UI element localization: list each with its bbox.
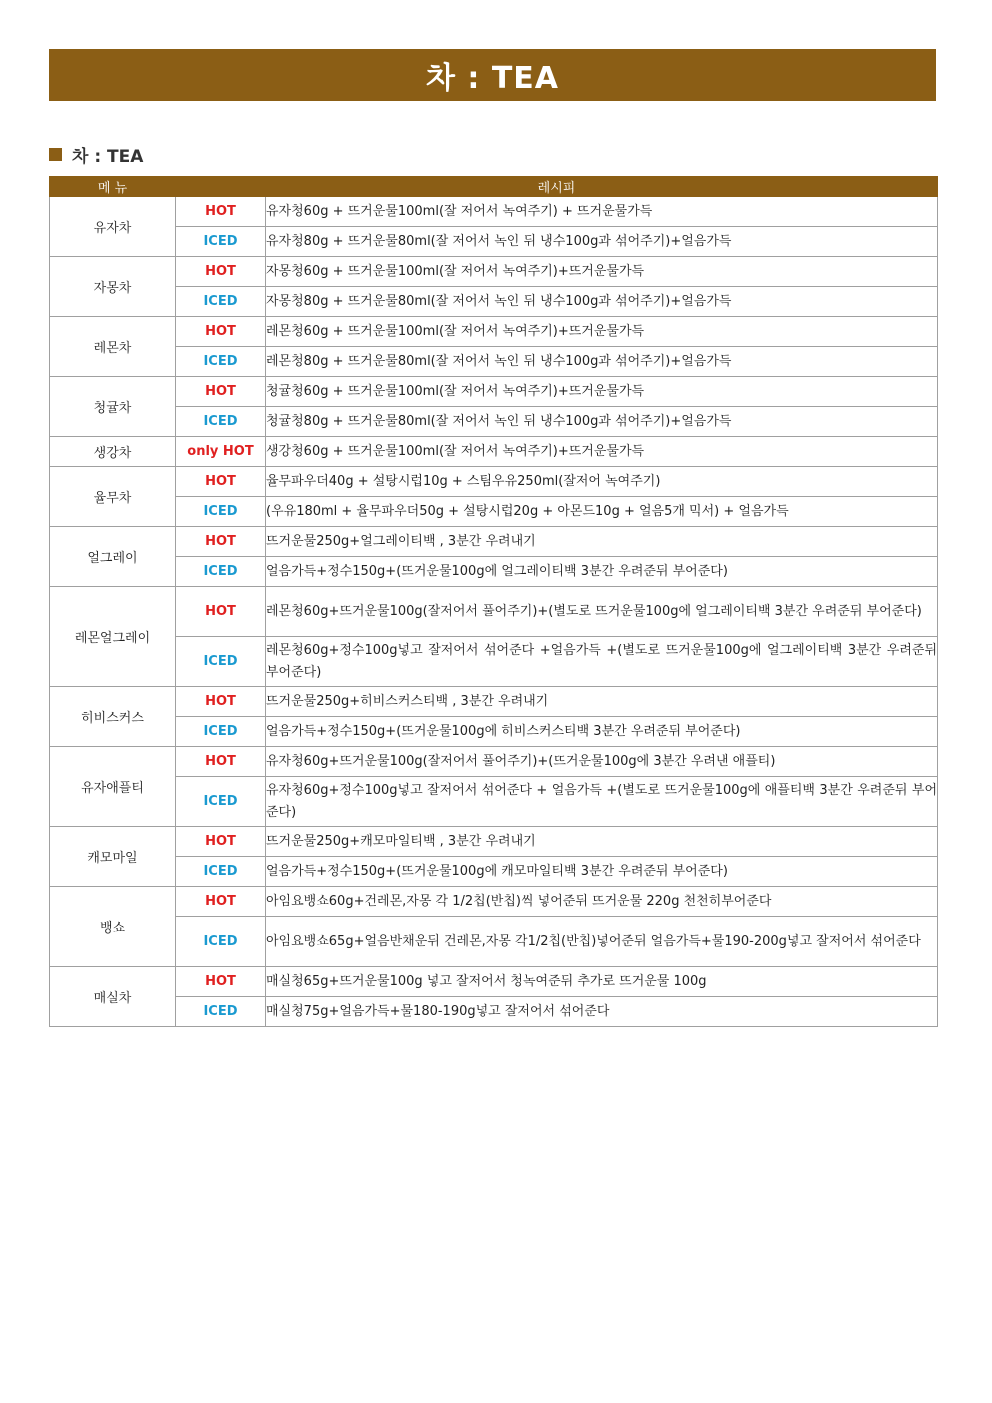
hot-label: HOT bbox=[176, 197, 266, 227]
iced-label: ICED bbox=[176, 497, 266, 527]
menu-name-cell: 유자차 bbox=[50, 197, 176, 257]
table-row bbox=[50, 497, 938, 527]
hot-label: HOT bbox=[176, 887, 266, 917]
recipe-cell: 자몽청80g + 뜨거운물80ml(잘 저어서 녹인 뒤 냉수100g과 섞어주기)+얼음가득 bbox=[266, 287, 938, 317]
square-bullet-icon bbox=[49, 148, 62, 161]
iced-label: ICED bbox=[176, 287, 266, 317]
menu-name-cell: 생강차 bbox=[50, 437, 176, 467]
recipe-cell: 유자청60g+뜨거운물100g(잘저어서 풀어주기)+(뜨거운물100g에 3분간 우려낸 애플티) bbox=[266, 747, 938, 777]
table-body bbox=[50, 197, 938, 1027]
iced-label: ICED bbox=[176, 777, 266, 827]
iced-label: ICED bbox=[176, 347, 266, 377]
iced-label: ICED bbox=[176, 227, 266, 257]
recipe-cell: 뜨거운물250g+히비스커스티백 , 3분간 우려내기 bbox=[266, 687, 938, 717]
recipe-cell: 유자청60g + 뜨거운물100ml(잘 저어서 녹여주기) + 뜨거운물가득 bbox=[266, 197, 938, 227]
recipe-cell: 아임요뱅쇼60g+건레몬,자몽 각 1/2칩(반칩)씩 넣어준뒤 뜨거운물 220g 천천히부어준다 bbox=[266, 887, 938, 917]
menu-name-cell: 히비스커스 bbox=[50, 687, 176, 747]
recipe-cell: 뜨거운물250g+캐모마일티백 , 3분간 우려내기 bbox=[266, 827, 938, 857]
table-row bbox=[50, 257, 938, 287]
recipe-cell: 레몬청60g+뜨거운물100g(잘저어서 풀어주기)+(별도로 뜨거운물100g에 얼그레이티백 3분간 우려준뒤 부어준다) bbox=[266, 587, 938, 637]
hot-label: HOT bbox=[176, 967, 266, 997]
recipe-cell: 레몬청80g + 뜨거운물80ml(잘 저어서 녹인 뒤 냉수100g과 섞어주기)+얼음가득 bbox=[266, 347, 938, 377]
recipe-cell: 매실청75g+얼음가득+물180-190g넣고 잘저어서 섞어준다 bbox=[266, 997, 938, 1027]
menu-name-cell: 얼그레이 bbox=[50, 527, 176, 587]
hot-label: HOT bbox=[176, 257, 266, 287]
iced-label: ICED bbox=[176, 637, 266, 687]
recipe-cell: 레몬청60g + 뜨거운물100ml(잘 저어서 녹여주기)+뜨거운물가득 bbox=[266, 317, 938, 347]
table-row bbox=[50, 997, 938, 1027]
hot-label: HOT bbox=[176, 317, 266, 347]
hot-label: HOT bbox=[176, 587, 266, 637]
section-heading bbox=[49, 142, 143, 167]
recipe-column-header: 레시피 bbox=[176, 177, 938, 197]
menu-name-cell: 레몬차 bbox=[50, 317, 176, 377]
menu-name-cell: 유자애플티 bbox=[50, 747, 176, 827]
recipe-cell: 얼음가득+정수150g+(뜨거운물100g에 얼그레이티백 3분간 우려준뒤 부어준다) bbox=[266, 557, 938, 587]
tea-recipe-table bbox=[49, 176, 938, 1027]
recipe-cell: 얼음가득+정수150g+(뜨거운물100g에 히비스커스티백 3분간 우려준뒤 부어준다) bbox=[266, 717, 938, 747]
hot-label: HOT bbox=[176, 527, 266, 557]
hot-label: HOT bbox=[176, 687, 266, 717]
table-row bbox=[50, 227, 938, 257]
hot-label: HOT bbox=[176, 747, 266, 777]
recipe-cell: 청귤청80g + 뜨거운물80ml(잘 저어서 녹인 뒤 냉수100g과 섞어주기)+얼음가득 bbox=[266, 407, 938, 437]
table-row bbox=[50, 467, 938, 497]
hot-label: only HOT bbox=[176, 437, 266, 467]
iced-label: ICED bbox=[176, 917, 266, 967]
recipe-cell: 매실청65g+뜨거운물100g 넣고 잘저어서 청녹여준뒤 추가로 뜨거운물 100g bbox=[266, 967, 938, 997]
menu-name-cell: 레몬얼그레이 bbox=[50, 587, 176, 687]
recipe-cell: 뜨거운물250g+얼그레이티백 , 3분간 우려내기 bbox=[266, 527, 938, 557]
iced-label: ICED bbox=[176, 557, 266, 587]
table-row bbox=[50, 777, 938, 827]
table-row bbox=[50, 687, 938, 717]
menu-column-header: 메 뉴 bbox=[50, 177, 176, 197]
table-row bbox=[50, 857, 938, 887]
hot-label: HOT bbox=[176, 827, 266, 857]
iced-label: ICED bbox=[176, 857, 266, 887]
recipe-cell: 청귤청60g + 뜨거운물100ml(잘 저어서 녹여주기)+뜨거운물가득 bbox=[266, 377, 938, 407]
iced-label: ICED bbox=[176, 997, 266, 1027]
recipe-cell: 유자청60g+정수100g넣고 잘저어서 섞어준다 + 얼음가득 +(별도로 뜨거운물100g에 애플티백 3분간 우려준뒤 부어준다) bbox=[266, 777, 938, 827]
iced-label: ICED bbox=[176, 717, 266, 747]
recipe-cell: 얼음가득+정수150g+(뜨거운물100g에 캐모마일티백 3분간 우려준뒤 부어준다) bbox=[266, 857, 938, 887]
menu-name-cell: 율무차 bbox=[50, 467, 176, 527]
table-row bbox=[50, 917, 938, 967]
hot-label: HOT bbox=[176, 377, 266, 407]
table-row bbox=[50, 887, 938, 917]
table-row bbox=[50, 827, 938, 857]
recipe-cell: 율무파우더40g + 설탕시럽10g + 스팀우유250ml(잘저어 녹여주기) bbox=[266, 467, 938, 497]
menu-name-cell: 매실차 bbox=[50, 967, 176, 1027]
table-row bbox=[50, 347, 938, 377]
menu-name-cell: 뱅쇼 bbox=[50, 887, 176, 967]
table-row bbox=[50, 747, 938, 777]
recipe-cell: 생강청60g + 뜨거운물100ml(잘 저어서 녹여주기)+뜨거운물가득 bbox=[266, 437, 938, 467]
table-row bbox=[50, 287, 938, 317]
recipe-cell: 레몬청60g+정수100g넣고 잘저어서 섞어준다 +얼음가득 +(별도로 뜨거운물100g에 얼그레이티백 3분간 우려준뒤 부어준다) bbox=[266, 637, 938, 687]
menu-name-cell: 청귤차 bbox=[50, 377, 176, 437]
table-row bbox=[50, 407, 938, 437]
table-row bbox=[50, 197, 938, 227]
table-row bbox=[50, 437, 938, 467]
table-row bbox=[50, 717, 938, 747]
recipe-cell: 유자청80g + 뜨거운물80ml(잘 저어서 녹인 뒤 냉수100g과 섞어주기)+얼음가득 bbox=[266, 227, 938, 257]
page-title: 차 : TEA bbox=[425, 61, 560, 96]
table-row bbox=[50, 967, 938, 997]
menu-name-cell: 캐모마일 bbox=[50, 827, 176, 887]
section-title: 차 : TEA bbox=[72, 147, 144, 167]
table-row bbox=[50, 587, 938, 637]
recipe-cell: 자몽청60g + 뜨거운물100ml(잘 저어서 녹여주기)+뜨거운물가득 bbox=[266, 257, 938, 287]
table-row bbox=[50, 377, 938, 407]
recipe-cell: 아임요뱅쇼65g+얼음반채운뒤 건레몬,자몽 각1/2칩(반칩)넣어준뒤 얼음가득+물190-200g넣고 잘저어서 섞어준다 bbox=[266, 917, 938, 967]
table-row bbox=[50, 557, 938, 587]
table-row bbox=[50, 527, 938, 557]
page-title-banner bbox=[49, 49, 936, 101]
menu-name-cell: 자몽차 bbox=[50, 257, 176, 317]
recipe-cell: (우유180ml + 율무파우더50g + 설탕시럽20g + 아몬드10g + 얼음5개 믹서) + 얼음가득 bbox=[266, 497, 938, 527]
table-row bbox=[50, 317, 938, 347]
table-row bbox=[50, 637, 938, 687]
hot-label: HOT bbox=[176, 467, 266, 497]
iced-label: ICED bbox=[176, 407, 266, 437]
